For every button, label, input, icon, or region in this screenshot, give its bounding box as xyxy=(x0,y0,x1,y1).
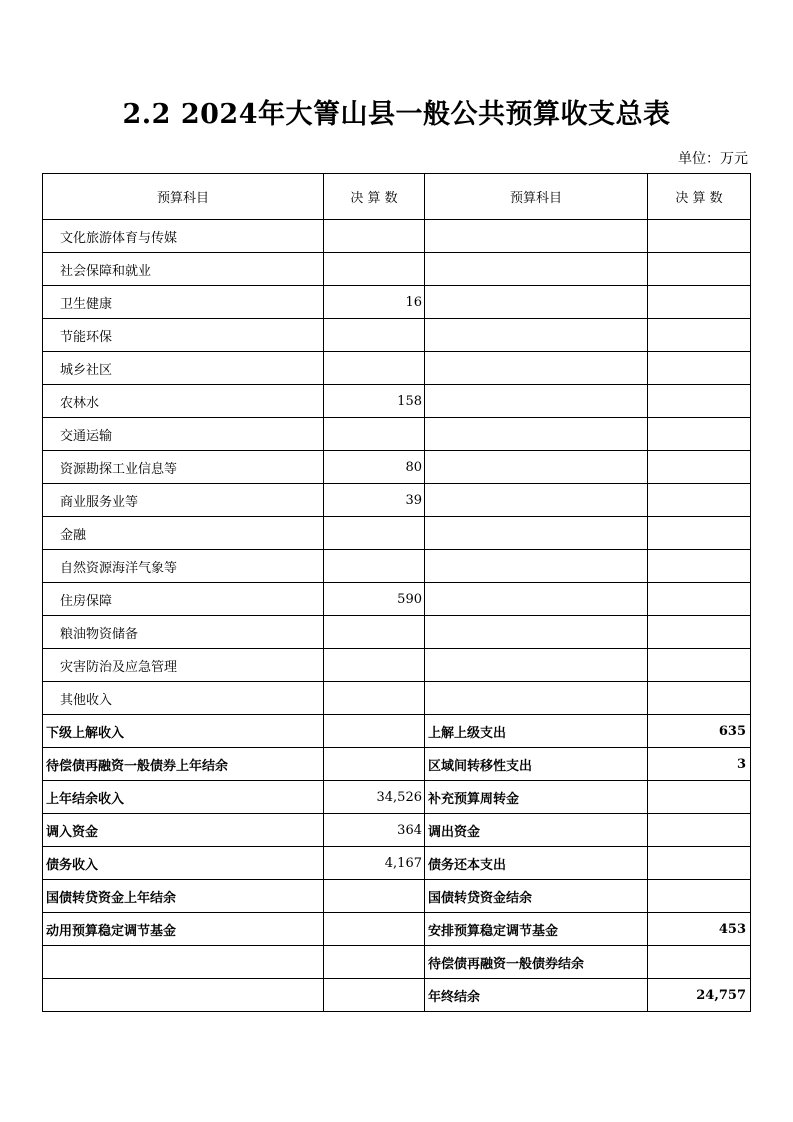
right-item-cell xyxy=(425,253,648,286)
left-value-cell xyxy=(324,946,425,979)
left-value-cell xyxy=(324,880,425,913)
left-value-cell xyxy=(324,715,425,748)
right-item-cell xyxy=(425,352,648,385)
table-row xyxy=(43,484,751,517)
table-row xyxy=(43,385,751,418)
right-item-cell: 区域间转移性支出 xyxy=(425,748,648,781)
table-row xyxy=(43,616,751,649)
right-item-cell xyxy=(425,484,648,517)
header-budget-item-right: 预算科目 xyxy=(425,174,648,220)
left-value-cell xyxy=(324,517,425,550)
right-value-cell: 453 xyxy=(648,913,751,946)
left-value-cell xyxy=(324,979,425,1012)
left-item-cell: 交通运输 xyxy=(43,418,324,451)
table-row xyxy=(43,682,751,715)
right-value-cell xyxy=(648,682,751,715)
table-row xyxy=(43,286,751,319)
left-value-cell xyxy=(324,253,425,286)
left-item-cell: 金融 xyxy=(43,517,324,550)
left-value-cell xyxy=(324,913,425,946)
left-item-cell: 下级上解收入 xyxy=(43,715,324,748)
right-item-cell: 上解上级支出 xyxy=(425,715,648,748)
left-item-cell: 债务收入 xyxy=(43,847,324,880)
table-row xyxy=(43,715,751,748)
left-item-cell xyxy=(43,946,324,979)
left-item-cell: 农林水 xyxy=(43,385,324,418)
right-item-cell xyxy=(425,286,648,319)
table-row xyxy=(43,649,751,682)
table-row xyxy=(43,880,751,913)
right-item-cell: 年终结余 xyxy=(425,979,648,1012)
right-item-cell: 债务还本支出 xyxy=(425,847,648,880)
right-item-cell xyxy=(425,682,648,715)
right-value-cell xyxy=(648,616,751,649)
right-value-cell xyxy=(648,385,751,418)
left-item-cell: 卫生健康 xyxy=(43,286,324,319)
left-item-cell: 文化旅游体育与传媒 xyxy=(43,220,324,253)
left-item-cell: 住房保障 xyxy=(43,583,324,616)
left-value-cell xyxy=(324,748,425,781)
unit-label: 单位：万元 xyxy=(678,151,748,167)
right-item-cell xyxy=(425,319,648,352)
right-item-cell xyxy=(425,385,648,418)
page-title: 2.2 2024年大箐山县一般公共预算收支总表 xyxy=(122,99,671,130)
right-value-cell: 635 xyxy=(648,715,751,748)
right-value-cell xyxy=(648,946,751,979)
header-budget-item-left: 预算科目 xyxy=(43,174,324,220)
table-row xyxy=(43,913,751,946)
table-row xyxy=(43,352,751,385)
table-row xyxy=(43,979,751,1012)
left-value-cell: 39 xyxy=(324,484,425,517)
right-value-cell: 3 xyxy=(648,748,751,781)
right-item-cell xyxy=(425,418,648,451)
right-value-cell xyxy=(648,418,751,451)
right-value-cell: 24,757 xyxy=(648,979,751,1012)
right-value-cell xyxy=(648,781,751,814)
right-item-cell xyxy=(425,649,648,682)
left-value-cell xyxy=(324,550,425,583)
table-row xyxy=(43,220,751,253)
left-item-cell: 上年结余收入 xyxy=(43,781,324,814)
left-item-cell xyxy=(43,979,324,1012)
left-item-cell: 自然资源海洋气象等 xyxy=(43,550,324,583)
right-item-cell xyxy=(425,451,648,484)
left-value-cell xyxy=(324,319,425,352)
table-row xyxy=(43,550,751,583)
table-row xyxy=(43,946,751,979)
right-value-cell xyxy=(648,484,751,517)
right-value-cell xyxy=(648,880,751,913)
left-item-cell: 城乡社区 xyxy=(43,352,324,385)
right-item-cell xyxy=(425,550,648,583)
left-value-cell xyxy=(324,682,425,715)
right-value-cell xyxy=(648,649,751,682)
left-value-cell: 364 xyxy=(324,814,425,847)
right-item-cell: 补充预算周转金 xyxy=(425,781,648,814)
right-item-cell: 待偿债再融资一般债券结余 xyxy=(425,946,648,979)
right-value-cell xyxy=(648,451,751,484)
right-item-cell xyxy=(425,616,648,649)
left-value-cell xyxy=(324,418,425,451)
left-item-cell: 粮油物资储备 xyxy=(43,616,324,649)
right-value-cell xyxy=(648,814,751,847)
table-row xyxy=(43,847,751,880)
right-value-cell xyxy=(648,847,751,880)
right-item-cell xyxy=(425,517,648,550)
table-row xyxy=(43,781,751,814)
left-item-cell: 其他收入 xyxy=(43,682,324,715)
left-value-cell: 4,167 xyxy=(324,847,425,880)
left-value-cell xyxy=(324,352,425,385)
left-item-cell: 待偿债再融资一般债券上年结余 xyxy=(43,748,324,781)
left-value-cell xyxy=(324,616,425,649)
table-row xyxy=(43,253,751,286)
table-row xyxy=(43,517,751,550)
left-value-cell: 158 xyxy=(324,385,425,418)
header-final-amount-left: 决 算 数 xyxy=(324,174,425,220)
table-row xyxy=(43,583,751,616)
left-value-cell: 16 xyxy=(324,286,425,319)
right-value-cell xyxy=(648,583,751,616)
left-item-cell: 动用预算稳定调节基金 xyxy=(43,913,324,946)
table-row xyxy=(43,319,751,352)
right-item-cell xyxy=(425,220,648,253)
left-value-cell xyxy=(324,220,425,253)
table-row xyxy=(43,451,751,484)
right-value-cell xyxy=(648,220,751,253)
left-item-cell: 灾害防治及应急管理 xyxy=(43,649,324,682)
right-value-cell xyxy=(648,352,751,385)
right-item-cell: 国债转贷资金结余 xyxy=(425,880,648,913)
right-value-cell xyxy=(648,319,751,352)
left-item-cell: 节能环保 xyxy=(43,319,324,352)
table-row xyxy=(43,814,751,847)
left-value-cell: 80 xyxy=(324,451,425,484)
table-header-row xyxy=(43,174,751,220)
right-item-cell: 安排预算稳定调节基金 xyxy=(425,913,648,946)
left-value-cell xyxy=(324,649,425,682)
left-value-cell: 590 xyxy=(324,583,425,616)
left-item-cell: 国债转贷资金上年结余 xyxy=(43,880,324,913)
right-item-cell: 调出资金 xyxy=(425,814,648,847)
budget-table xyxy=(42,173,751,1012)
table-row xyxy=(43,418,751,451)
table-row xyxy=(43,748,751,781)
header-final-amount-right: 决 算 数 xyxy=(648,174,751,220)
right-value-cell xyxy=(648,517,751,550)
right-value-cell xyxy=(648,253,751,286)
left-item-cell: 商业服务业等 xyxy=(43,484,324,517)
left-item-cell: 调入资金 xyxy=(43,814,324,847)
right-value-cell xyxy=(648,550,751,583)
left-item-cell: 资源勘探工业信息等 xyxy=(43,451,324,484)
left-item-cell: 社会保障和就业 xyxy=(43,253,324,286)
right-item-cell xyxy=(425,583,648,616)
left-value-cell: 34,526 xyxy=(324,781,425,814)
right-value-cell xyxy=(648,286,751,319)
